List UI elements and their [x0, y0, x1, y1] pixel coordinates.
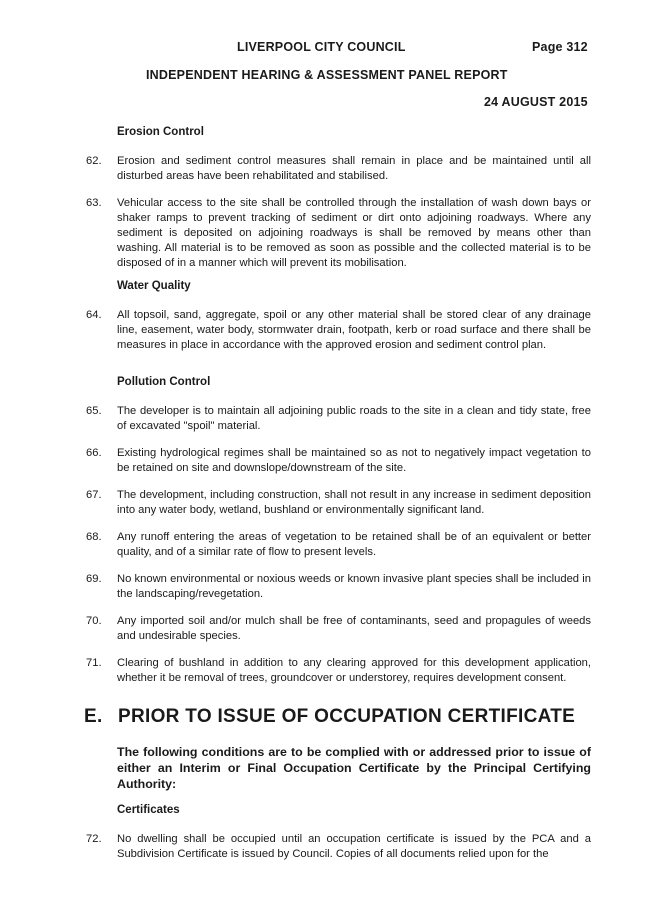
condition-text: Erosion and sediment control measures shall remain in place and be maintained until all disturbed areas have been rehabilitated and stabilised. [117, 155, 591, 182]
condition-number: 62. [86, 155, 102, 167]
condition-number: 67. [86, 489, 102, 501]
condition-text: Any runoff entering the areas of vegetation to be retained shall be of an equivalent or better quality, and of a similar rate of flow to present levels. [117, 531, 591, 558]
condition-text: Any imported soil and/or mulch shall be free of contaminants, seed and propagules of weeds and undesirable species. [117, 615, 591, 642]
section-heading-e [84, 706, 575, 728]
condition-number: 65. [86, 405, 102, 417]
condition-number: 69. [86, 573, 102, 585]
condition-text: All topsoil, sand, aggregate, spoil or any other material shall be stored clear of any drainage line, easement, water body, stormwater drain, footpath, kerb or road surface and there shall be measures in place in accordance with the approved erosion and sediment control plan. [117, 309, 591, 351]
condition-71 [86, 656, 591, 686]
section-intro: The following conditions are to be complied with or addressed prior to issue of either an Interim or Final Occupation Certificate by the Principal Certifying Authority: [117, 745, 591, 791]
subheading-certificates: Certificates [117, 804, 180, 816]
section-title: PRIOR TO ISSUE OF OCCUPATION CERTIFICATE [118, 706, 576, 727]
council-name: LIVERPOOL CITY COUNCIL [237, 40, 406, 54]
condition-text: The development, including construction, shall not result in any increase in sediment deposition into any water body, wetland, bushland or environmentally significant land. [117, 489, 591, 516]
condition-number: 64. [86, 309, 102, 321]
condition-text: Clearing of bushland in addition to any clearing approved for this development application, whether it be removal of trees, groundcover or understorey, requires development consent. [117, 657, 591, 684]
subheading-erosion-control: Erosion Control [117, 126, 204, 138]
subheading-pollution-control: Pollution Control [117, 376, 211, 388]
page-number: Page 312 [532, 40, 588, 54]
condition-68 [86, 530, 591, 560]
condition-text: Existing hydrological regimes shall be maintained so as not to negatively impact vegetation to be retained on site and downslope/downstream of the site. [117, 447, 591, 474]
condition-62 [86, 154, 591, 184]
section-letter: E. [84, 706, 103, 727]
condition-69 [86, 572, 591, 602]
condition-67 [86, 488, 591, 518]
condition-text: Vehicular access to the site shall be controlled through the installation of wash down bays or shaker ramps to prevent tracking of sediment or dirt onto adjoining roadways. Where any sediment is deposited on adjoining roadways is shall be removed by means other than washing. All material is to be removed as soon as possible and the collected material is to be disposed of in a manner which will prevent its mobilisation. [117, 197, 591, 269]
condition-text: No dwelling shall be occupied until an occupation certificate is issued by the PCA and a Subdivision Certificate is issued by Council. Copies of all documents relied upon for the [117, 833, 591, 860]
condition-72 [86, 832, 591, 862]
condition-64 [86, 308, 591, 353]
condition-text: The developer is to maintain all adjoining public roads to the site in a clean and tidy state, free of excavated "spoil" material. [117, 405, 591, 432]
condition-63 [86, 196, 591, 271]
subheading-water-quality: Water Quality [117, 280, 191, 292]
condition-number: 71. [86, 657, 102, 669]
condition-number: 66. [86, 447, 102, 459]
condition-number: 68. [86, 531, 102, 543]
report-title: INDEPENDENT HEARING & ASSESSMENT PANEL REPORT [146, 68, 508, 82]
condition-70 [86, 614, 591, 644]
condition-65 [86, 404, 591, 434]
report-date: 24 AUGUST 2015 [484, 95, 588, 109]
condition-text: No known environmental or noxious weeds or known invasive plant species shall be included in the landscaping/revegetation. [117, 573, 591, 600]
condition-number: 63. [86, 197, 102, 209]
condition-number: 70. [86, 615, 102, 627]
condition-66 [86, 446, 591, 476]
condition-number: 72. [86, 833, 102, 845]
